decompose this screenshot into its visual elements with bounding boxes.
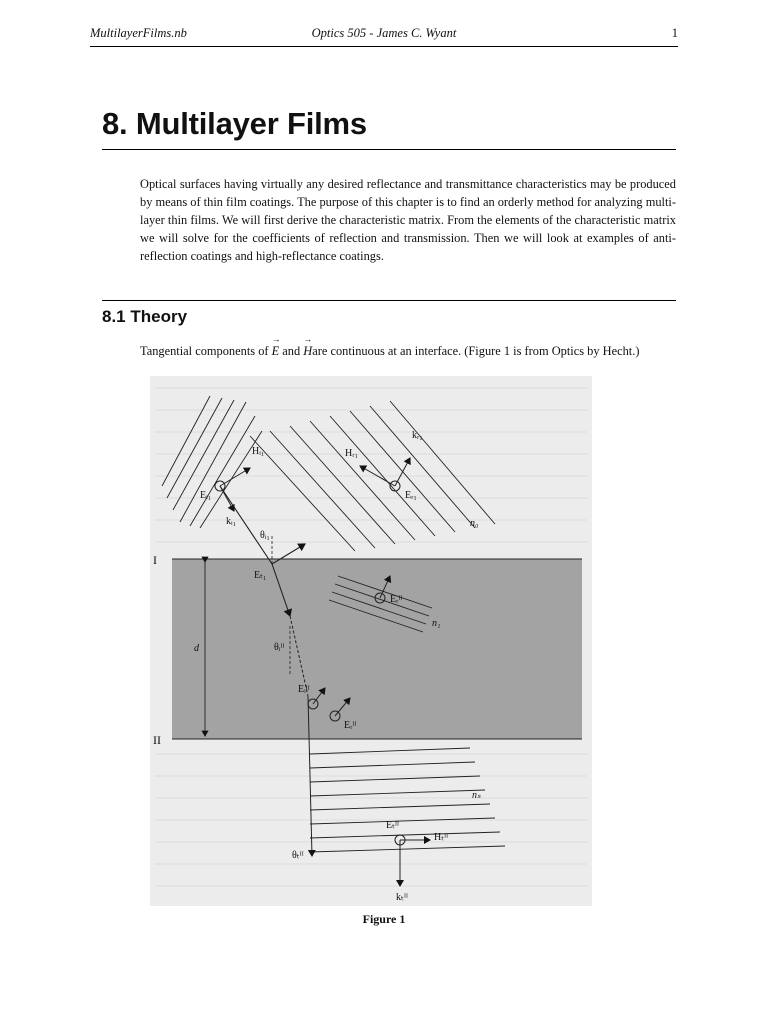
tangential-sentence	[140, 344, 639, 359]
figure-caption: Figure 1	[362, 912, 406, 926]
tangential-prefix: Tangential components of	[140, 344, 272, 358]
label-n0: n₀	[470, 518, 479, 529]
label-h-r1: Hᵣ₁	[345, 448, 359, 459]
tangential-and: and	[279, 344, 304, 358]
label-e-r-ii-lower: Eᵣᴵᴵ	[344, 720, 357, 731]
label-e-r1: Eᵣ₁	[405, 490, 417, 501]
chapter-title: 8. Multilayer Films	[102, 106, 367, 141]
label-h-i1: Hᵢ₁	[252, 446, 265, 457]
tangential-suffix: are continuous at an interface. (Figure 1 is from Optics by Hecht.)	[312, 344, 640, 358]
label-theta-i1: θᵢ₁	[260, 530, 270, 541]
header-rule	[90, 46, 678, 47]
intro-paragraph: Optical surfaces having virtually any desired reflectance and transmittance characteristics may be produced by means of thin film coatings. The purpose of this chapter is to find an orderly method for analyzing multi-layer thin films. We will first derive the characteristic matrix. From the elements of the characteristic matrix we will solve for the coefficients of reflection and transmission. Then we will look at examples of anti-reflection coatings and high-reflectance coatings.	[140, 177, 676, 263]
label-interface-1: I	[153, 553, 157, 567]
section-title: 8.1 Theory	[102, 307, 188, 326]
header-course: Optics 505 - James C. Wyant	[311, 26, 457, 40]
header-page-number: 1	[671, 26, 678, 40]
label-interface-2: II	[153, 733, 161, 747]
h-vector-symbol: → H	[303, 344, 312, 359]
label-theta-t-ii-film: θᵢᴵᴵ	[274, 642, 285, 653]
label-k-t-ii: kₜᴵᴵ	[396, 892, 408, 903]
label-e-i1: Eᵢ₁	[200, 490, 212, 501]
e-vector-symbol: → E	[272, 344, 280, 359]
label-k-i1: kᵢ₁	[226, 516, 237, 527]
label-ns: nₛ	[472, 790, 481, 801]
label-e-t1: Eₜ₁	[254, 570, 267, 581]
label-h-t-ii: Hₜᴵᴵ	[434, 832, 449, 843]
label-e-r-ii: Eᵣᴵᴵ	[390, 594, 403, 605]
title-rule	[102, 149, 676, 150]
running-header	[90, 26, 678, 44]
label-n1: n₁	[432, 618, 441, 629]
label-theta-t-ii: θₜᴵᴵ	[292, 850, 304, 861]
film-layer	[172, 559, 582, 739]
figure-multilayer-diagram	[150, 376, 592, 906]
label-thickness: d	[194, 643, 199, 654]
header-filename: MultilayerFilms.nb	[90, 26, 187, 40]
label-k-r1: kᵣ₁	[412, 430, 423, 441]
label-e-t-ii: Eₜᴵᴵ	[386, 820, 400, 831]
section-rule	[102, 300, 676, 301]
label-e-i-ii: Eᵢᴵᴵ	[298, 684, 310, 695]
